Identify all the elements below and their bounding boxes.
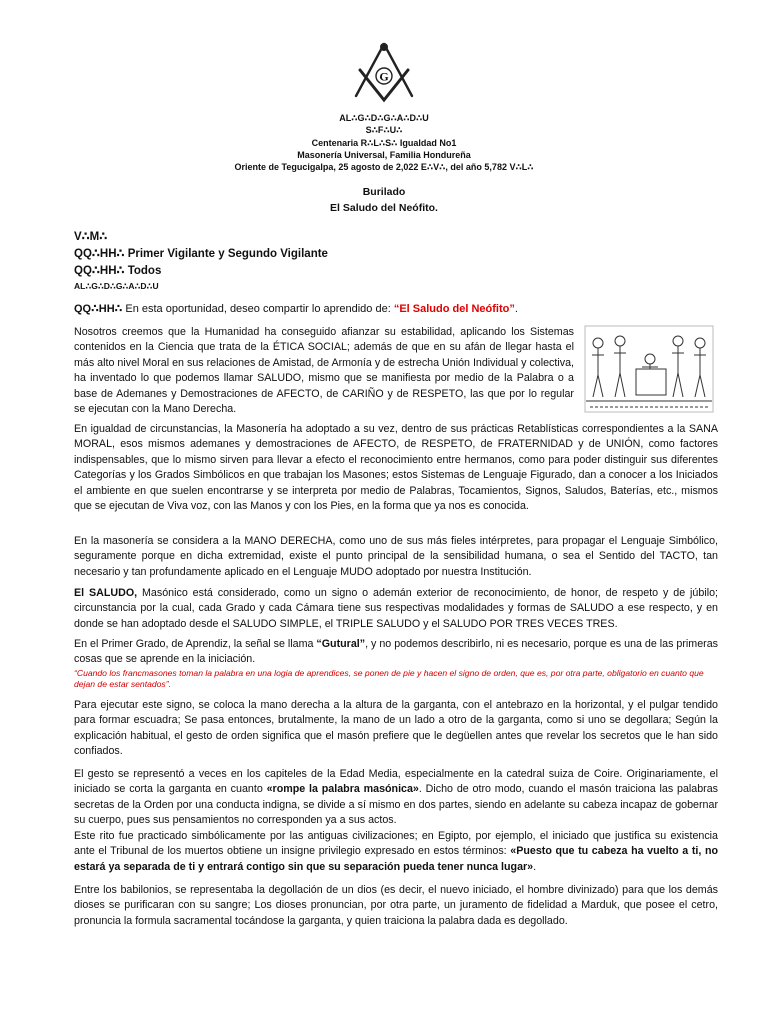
square-and-compass-logo — [348, 40, 420, 106]
header-line-1: AL∴G∴D∴G∴A∴D∴U — [339, 113, 429, 123]
intro-line — [74, 302, 518, 317]
paragraph-8-a: Este rito fue practicado simbólicamente por las antiguas civilizaciones; en Egipto, por ejemplo, el iniciado que justifica su existencia ante el Tribunal de los muertos obtiene un insigne privilegio expresado en estos términos: — [74, 830, 718, 858]
paragraph-7-a: El gesto se representó a veces en los capiteles de la Edad Media, especialmente en la catedral suiza de Coire. Originariamente, el iniciado se corta la garganta en cuanto — [74, 768, 718, 796]
paragraph-5-b: “Gutural” — [316, 638, 366, 650]
paragraph-8-b: «Puesto que tu cabeza ha vuelto a ti, no estará ya separada de ti y entrará contigo sin que su separación pueda tener nunca lugar» — [74, 845, 719, 873]
salutation-block — [74, 229, 328, 292]
paragraph-4 — [74, 586, 718, 632]
header-line-4: Masonería Universal, Familia Hondureña — [297, 149, 471, 160]
paragraph-1: Nosotros creemos que la Humanidad ha conseguido afianzar su estabilidad, aplicando los Sistemas contenidos en la Ciencia que trata de la ÉTICA SOCIAL; además de que en su afán de llegar hasta el más alto nivel Moral en sus relaciones de Amistad, de Armonía y de estrecha Unión Individual y colectiva, ha inventado lo que podemos llamar SALUDO, mismo que se manifiesta por medio de la Palabra o a base de Ademanes y Demostraciones de AFECTO, de CARIÑO y de RESPETO, las que por lo regular se ejecutan con la Mano Derecha. — [74, 326, 574, 416]
logo-letter: G — [379, 69, 389, 84]
salutation-line-4: AL∴G∴D∴G∴A∴D∴U — [74, 281, 159, 291]
paragraph-2: En igualdad de circunstancias, la Masonería ha adoptado a su vez, dentro de sus prácticas Retablísticas correspondientes a la SANA MORAL, esos mismos ademanes y demostraciones de AFECTO, de RESPETO, de FRATERNIDAD y de UNIÓN, como factores indispensables, que lo mismo sirven para llevar a efecto el reconocimiento entre hermanos, como para poder distinguir sus diferentes Categorías y los Grados Simbólicos en que trabajan los Masones; estos Sistemas de Lenguaje Figurado, dan a conocer a los Iniciados el ambiente en que suelen encontrarse y se interpreta por medio de Palabras, Tocamientos, Signos, Saludos, Baterías, etc., mismos que se ejecutan de Viva voz, con las Manos y con los Pies, en la forma que ya nos es conocida. — [74, 423, 718, 513]
paragraph-9: Entre los babilonios, se representaba la degollación de un dios (es decir, el nuevo iniciado, el hombre divinizado) para que los demás dioses se purificaran con su sangre; Los dioses pronuncian, por otra parte, un juramento de fidelidad a Marduk, que posee el cetro, pronuncia la formula sacramental tocándose la garganta, y quien traiciona la palabra dada es degollado. — [74, 884, 718, 927]
paragraph-5-c: , y no podemos describirlo, ni es necesario, porque es una de las primeras cosas que se aprende en la iniciación. — [74, 638, 718, 666]
paragraph-3: En la masonería se considera a la MANO DERECHA, como uno de sus más fieles intérpretes, para propagar el Lenguaje Simbólico, seguramente porque en dicha extremidad, existe el punto principal de la sensibilidad humana, o sea el Sentido del TACTO, tan necesario y tan profundamente aplicado en el Lenguaje MUDO adoptado por nuestra Institución. — [74, 535, 718, 578]
header-line-3: Centenaria R∴L∴S∴ Igualdad No1 — [311, 137, 457, 148]
paragraph-7-b: «rompe la palabra masónica» — [266, 783, 419, 796]
salutation-line-2: QQ∴HH∴ Primer Vigilante y Segundo Vigilante — [74, 248, 328, 260]
salutation-line-3: QQ∴HH∴ Todos — [74, 265, 162, 277]
paragraph-4-text: Masónico está considerado, como un signo o ademán exterior de reconocimiento, de honor, de respeto y de júbilo; circunstancia por la cual, cada Grado y cada Cámara tiene sus respectivas modalidades y formas de SALUDO a ese respecto, y en donde se han adoptado desde el SALUDO SIMPLE, el TRIPLE SALUDO y el SALUDO POR TRES VECES TRES. — [74, 587, 718, 630]
intro-end: . — [514, 303, 518, 315]
title-name: El Saludo del Neófito. — [330, 202, 438, 214]
masonic-ritual-illustration — [584, 325, 714, 413]
paragraph-5 — [74, 637, 718, 668]
quote-text: “Cuando los francmasones toman la palabra en una logia de aprendices, se ponen de pie y hacen el signo de orden, que es, por otra parte, obligatorio en cuanto que dejan de estar sentados”. — [74, 668, 704, 689]
paragraph-7-c: . Dicho de otro modo, cuando el masón traiciona las palabras secretas de la Orden por una conducta indigna, se divide a sí mismo en dos partes, siendo en adelante su cabeza incapaz de gobernar su cuerpo, pues sus pensamientos no corresponden ya a sus actos. — [74, 783, 718, 827]
paragraph-7 — [74, 767, 718, 829]
paragraph-6: Para ejecutar este signo, se coloca la mano derecha a la altura de la garganta, con el antebrazo en la horizontal, y el pulgar tendido para formar escuadra; Se pasa entonces, brutalmente, la mano de un lado a otro de la garganta, como si uno se degollara; Según la explicación habitual, el gesto de orden significa que el masón prefiere que le degüellen antes que revelar los secretos que le han sido confiados. — [74, 699, 718, 758]
lodge-header — [0, 112, 768, 173]
header-line-5: Oriente de Tegucigalpa, 25 agosto de 2,022 E∴V∴, del año 5,782 V∴L∴ — [234, 162, 534, 173]
salutation-line-1: V∴M∴ — [74, 231, 108, 243]
intro-highlight: “El Saludo del Neófito” — [393, 303, 515, 315]
intro-text: En esta oportunidad, deseo compartir lo aprendido de: — [122, 303, 394, 315]
header-line-2: S∴F∴U∴ — [365, 125, 403, 136]
paragraph-8 — [74, 829, 718, 875]
paragraph-4-lead: El SALUDO, — [74, 587, 138, 599]
document-title — [0, 184, 768, 216]
paragraph-8-c: . — [533, 860, 537, 873]
paragraph-5-a: En el Primer Grado, de Aprendiz, la señal se llama — [74, 638, 317, 650]
title-kind: Burilado — [362, 186, 406, 198]
intro-lead: QQ∴HH∴ — [74, 303, 123, 315]
